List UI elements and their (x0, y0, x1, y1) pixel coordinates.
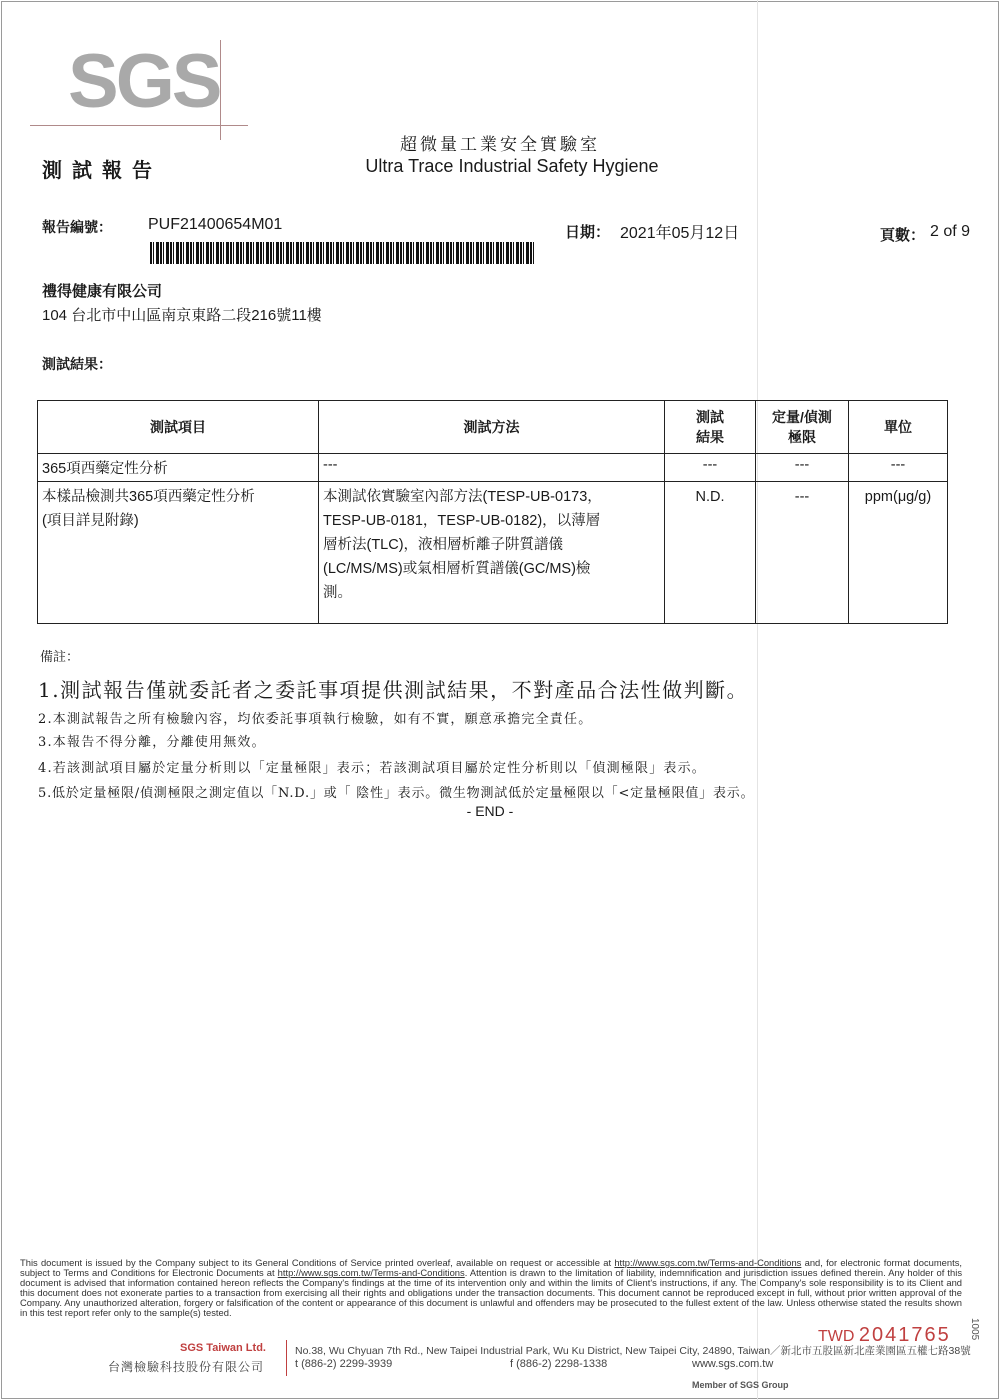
barcode (150, 242, 534, 264)
header-test-method: 測試方法 (319, 401, 665, 454)
results-table (37, 400, 948, 624)
footer-member-note: Member of SGS Group (692, 1380, 789, 1390)
client-company: 禮得健康有限公司 (42, 283, 163, 300)
row1-item: 365項西藥定性分析 (38, 454, 319, 482)
row2-limit: --- (756, 482, 849, 624)
page-number: 2 of 9 (930, 223, 971, 240)
row2-method: 本測試依實驗室內部方法(TESP-UB-0173， TESP-UB-0181，TESP-UB-0182)，以薄層 層析法(TLC)，液相層析離子阱質譜儀 (LC/MS/MS)或氣相層析質譜儀(GC/MS)檢 測。 (319, 482, 665, 624)
footer-brand-chinese: 台灣檢驗科技股份有限公司 (108, 1360, 265, 1374)
notes-title: 備註： (40, 649, 80, 664)
document-title: 測試報告 (42, 158, 162, 182)
row1-unit: --- (849, 454, 948, 482)
date-label: 日期： (565, 224, 611, 241)
header-test-item: 測試項目 (38, 401, 319, 454)
logo-vertical-rule (220, 40, 221, 140)
footer-brand-english: SGS Taiwan Ltd. (180, 1342, 266, 1354)
note-2: 2.本測試報告之所有檢驗內容，均依委託事項執行檢驗，如有不實，願意承擔完全責任。 (38, 712, 593, 727)
footer-website[interactable]: www.sgs.com.tw (692, 1358, 774, 1370)
footer-address: No.38, Wu Chyuan 7th Rd., New Taipei Industrial Park, Wu Ku District, New Taipei City, 24890, Taiwan／新北市五股區新北產業園區五權七路38號 (295, 1345, 971, 1357)
terms-link-2[interactable]: http://www.sgs.com.tw/Terms-and-Conditions (277, 1267, 465, 1278)
footer-fax: f (886-2) 2298-1338 (510, 1358, 608, 1370)
row1-method: --- (319, 454, 665, 482)
row2-unit: ppm(μg/g) (849, 482, 948, 624)
fold-line (757, 0, 758, 1400)
footer-divider (286, 1340, 287, 1376)
header-limit: 定量/偵測 極限 (756, 401, 849, 454)
row1-result: --- (665, 454, 756, 482)
row1-limit: --- (756, 454, 849, 482)
logo-horizontal-rule (30, 125, 248, 126)
report-number: PUF21400654M01 (148, 216, 283, 233)
note-1: 1.測試報告僅就委託者之委託事項提供測試結果，不對產品合法性做判斷。 (38, 678, 749, 702)
client-address: 104 台北市中山區南京東路二段216號11樓 (42, 307, 322, 324)
note-5: 5.低於定量極限/偵測極限之測定值以「N.D.」或「 陰性」表示。微生物測試低於定量極限以「<定量極限值」表示。 (38, 786, 755, 801)
row2-result: N.D. (665, 482, 756, 624)
table-header-row (38, 401, 948, 454)
note-4: 4.若該測試項目屬於定量分析則以「定量極限」表示；若該測試項目屬於定性分析則以「偵測極限」表示。 (38, 761, 707, 776)
table-row (38, 454, 948, 482)
report-date: 2021年05月12日 (620, 225, 740, 242)
lab-name-english: Ultra Trace Industrial Safety Hygiene (365, 156, 659, 176)
row2-item: 本樣品檢測共365項西藥定性分析 (項目詳見附錄) (38, 482, 319, 624)
report-number-label: 報告編號： (42, 219, 112, 235)
terms-link-1[interactable]: http://www.sgs.com.tw/Terms-and-Conditions (614, 1257, 802, 1268)
end-marker: - END - (466, 803, 514, 819)
lab-name-chinese: 超微量工業安全實驗室 (400, 135, 600, 155)
serial-number: TWD 2041765 (818, 1324, 951, 1346)
note-3: 3.本報告不得分離，分離使用無效。 (38, 735, 266, 750)
table-row (38, 482, 948, 624)
sgs-logo: SGS (68, 39, 220, 124)
page-label: 頁數： (880, 227, 926, 244)
header-unit: 單位 (849, 401, 948, 454)
header-test-result: 測試 結果 (665, 401, 756, 454)
side-code: 1005 (969, 1318, 980, 1341)
legal-disclaimer: This document is issued by the Company subject to its General Conditions of Service printed overleaf, available on request or accessible at http://www.sgs.com.tw/Terms-and-Conditions and, for electronic format documents, subject to Terms and Conditions for Electronic Documents at http://www.sgs.com.tw/Terms-and-Conditions. Attention is drawn to the limitation of liability, indemnification and jurisdiction issues defined therein. Any holder of this document is advised that information contained hereon reflects the Company's findings at the time of its intervention only and within the limits of Client's instructions, if any. The Company's sole responsibility is to its Client and this document does not exonerate parties to a transaction from exercising all their rights and obligations under the transaction documents. This document cannot be reproduced except in full, without prior written approval of the Company. Any unauthorized alteration, forgery or falsification of the content or appearance of this document is unlawful and offenders may be prosecuted to the fullest extent of the law. Unless otherwise stated the results shown in this test report refer only to the sample(s) tested. (20, 1257, 963, 1318)
footer-telephone: t (886-2) 2299-3939 (295, 1358, 393, 1370)
results-label: 測試結果： (42, 356, 112, 372)
